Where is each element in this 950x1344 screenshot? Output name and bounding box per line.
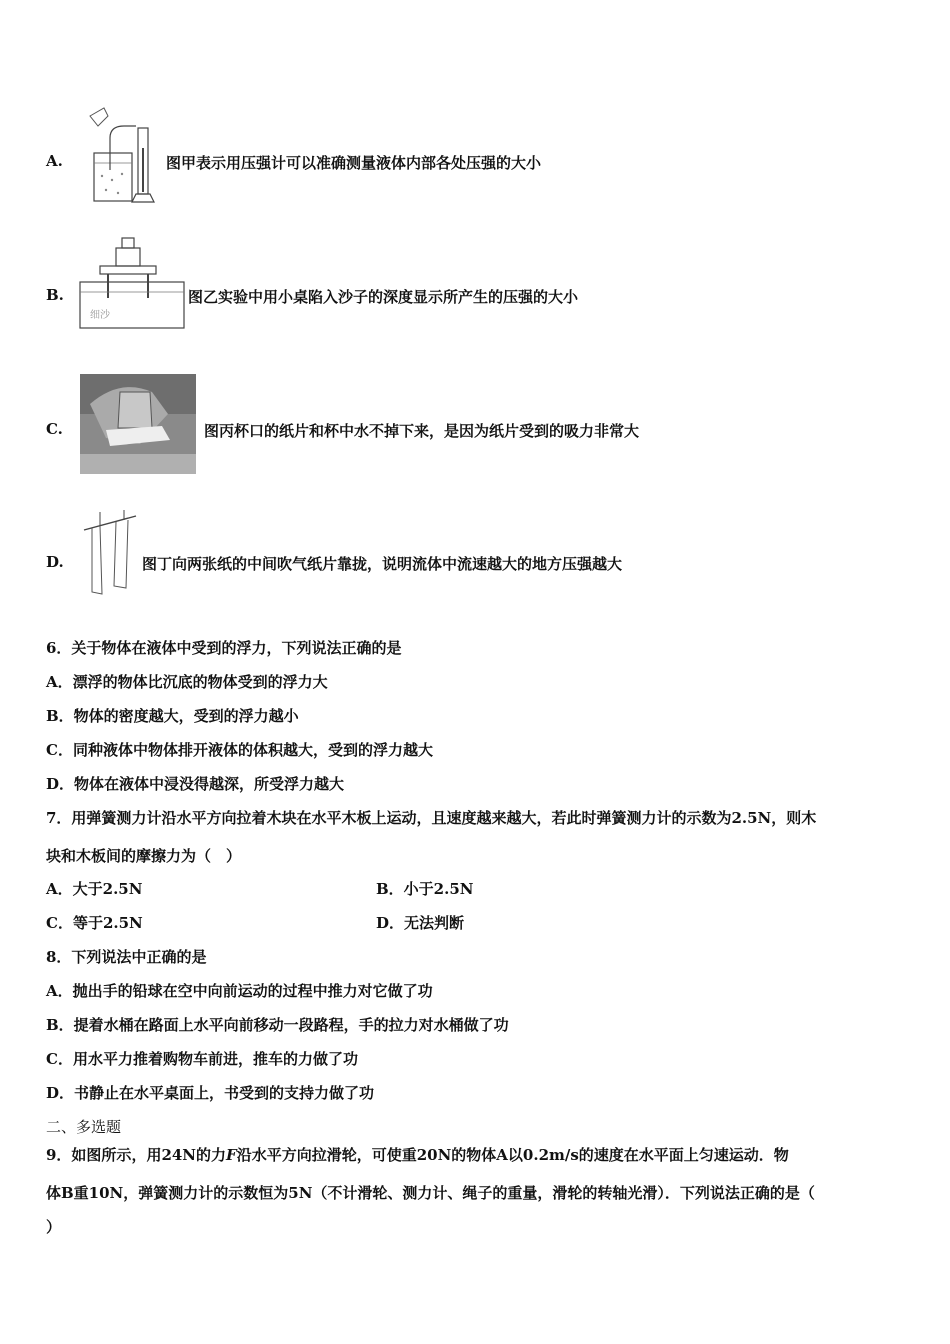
q6-option-b: B．物体的密度越大，受到的浮力越小 bbox=[46, 707, 299, 725]
q9-line1-a: 9．如图所示，用24N的力 bbox=[46, 1146, 227, 1164]
option-c-text: 图丙杯口的纸片和杯中水不掉下来，是因为纸片受到的吸力非常大 bbox=[204, 422, 640, 440]
option-d-letter: D. bbox=[46, 553, 64, 571]
option-a-letter: A. bbox=[46, 152, 63, 170]
q9-line1 bbox=[46, 1144, 789, 1165]
q8-stem: 8．下列说法中正确的是 bbox=[46, 948, 207, 966]
q9-force-symbol: F bbox=[226, 1146, 237, 1164]
q6-option-c: C．同种液体中物体排开液体的体积越大，受到的浮力越大 bbox=[46, 741, 433, 759]
option-c-letter: C. bbox=[46, 420, 63, 438]
q9-line2: 体B重10N，弹簧测力计的示数恒为5N（不计滑轮、测力计、绳子的重量，滑轮的转轴光滑）．下列说法正确的是（ bbox=[46, 1184, 815, 1202]
sand-label: 细沙 bbox=[90, 310, 110, 321]
q7-option-b: B．小于2.5N bbox=[376, 880, 474, 898]
pressure-gauge-figure bbox=[80, 98, 162, 210]
q7-option-a: A．大于2.5N bbox=[46, 880, 143, 898]
q7-option-c: C．等于2.5N bbox=[46, 914, 143, 932]
q7-stem-line1: 7．用弹簧测力计沿水平方向拉着木块在水平木板上运动，且速度越来越大，若此时弹簧测力计的示数为2.5N，则木 bbox=[46, 809, 817, 827]
option-b-text: 图乙实验中用小桌陷入沙子的深度显示所产生的压强的大小 bbox=[188, 288, 579, 306]
q8-option-b: B．提着水桶在路面上水平向前移动一段路程，手的拉力对水桶做了功 bbox=[46, 1016, 509, 1034]
section-title-multiple-choice: 二、多选题 bbox=[46, 1118, 122, 1136]
q6-option-a: A．漂浮的物体比沉底的物体受到的浮力大 bbox=[46, 673, 328, 691]
q9-line1-b: 沿水平方向拉滑轮，可使重20N的物体A以0.2m/s的速度在水平面上匀速运动．物 bbox=[236, 1146, 789, 1164]
option-b-letter: B. bbox=[46, 286, 64, 304]
q6-stem: 6．关于物体在液体中受到的浮力，下列说法正确的是 bbox=[46, 639, 402, 657]
q8-option-d: D．书静止在水平桌面上，书受到的支持力做了功 bbox=[46, 1084, 375, 1102]
q7-option-d: D．无法判断 bbox=[376, 914, 465, 932]
q8-option-c: C．用水平力推着购物车前进，推车的力做了功 bbox=[46, 1050, 358, 1068]
table-on-sand-figure bbox=[76, 234, 186, 334]
q9-line3: ） bbox=[46, 1218, 62, 1236]
option-d-text: 图丁向两张纸的中间吹气纸片靠拢，说明流体中流速越大的地方压强越大 bbox=[142, 555, 623, 573]
q8-option-a: A．抛出手的铅球在空中向前运动的过程中推力对它做了功 bbox=[46, 982, 433, 1000]
q6-option-d: D．物体在液体中浸没得越深，所受浮力越大 bbox=[46, 775, 345, 793]
inverted-cup-figure bbox=[80, 374, 196, 474]
two-papers-figure bbox=[80, 508, 140, 600]
option-a-text: 图甲表示用压强计可以准确测量液体内部各处压强的大小 bbox=[166, 154, 542, 172]
q7-stem-line2: 块和木板间的摩擦力为（ ） bbox=[46, 847, 242, 865]
